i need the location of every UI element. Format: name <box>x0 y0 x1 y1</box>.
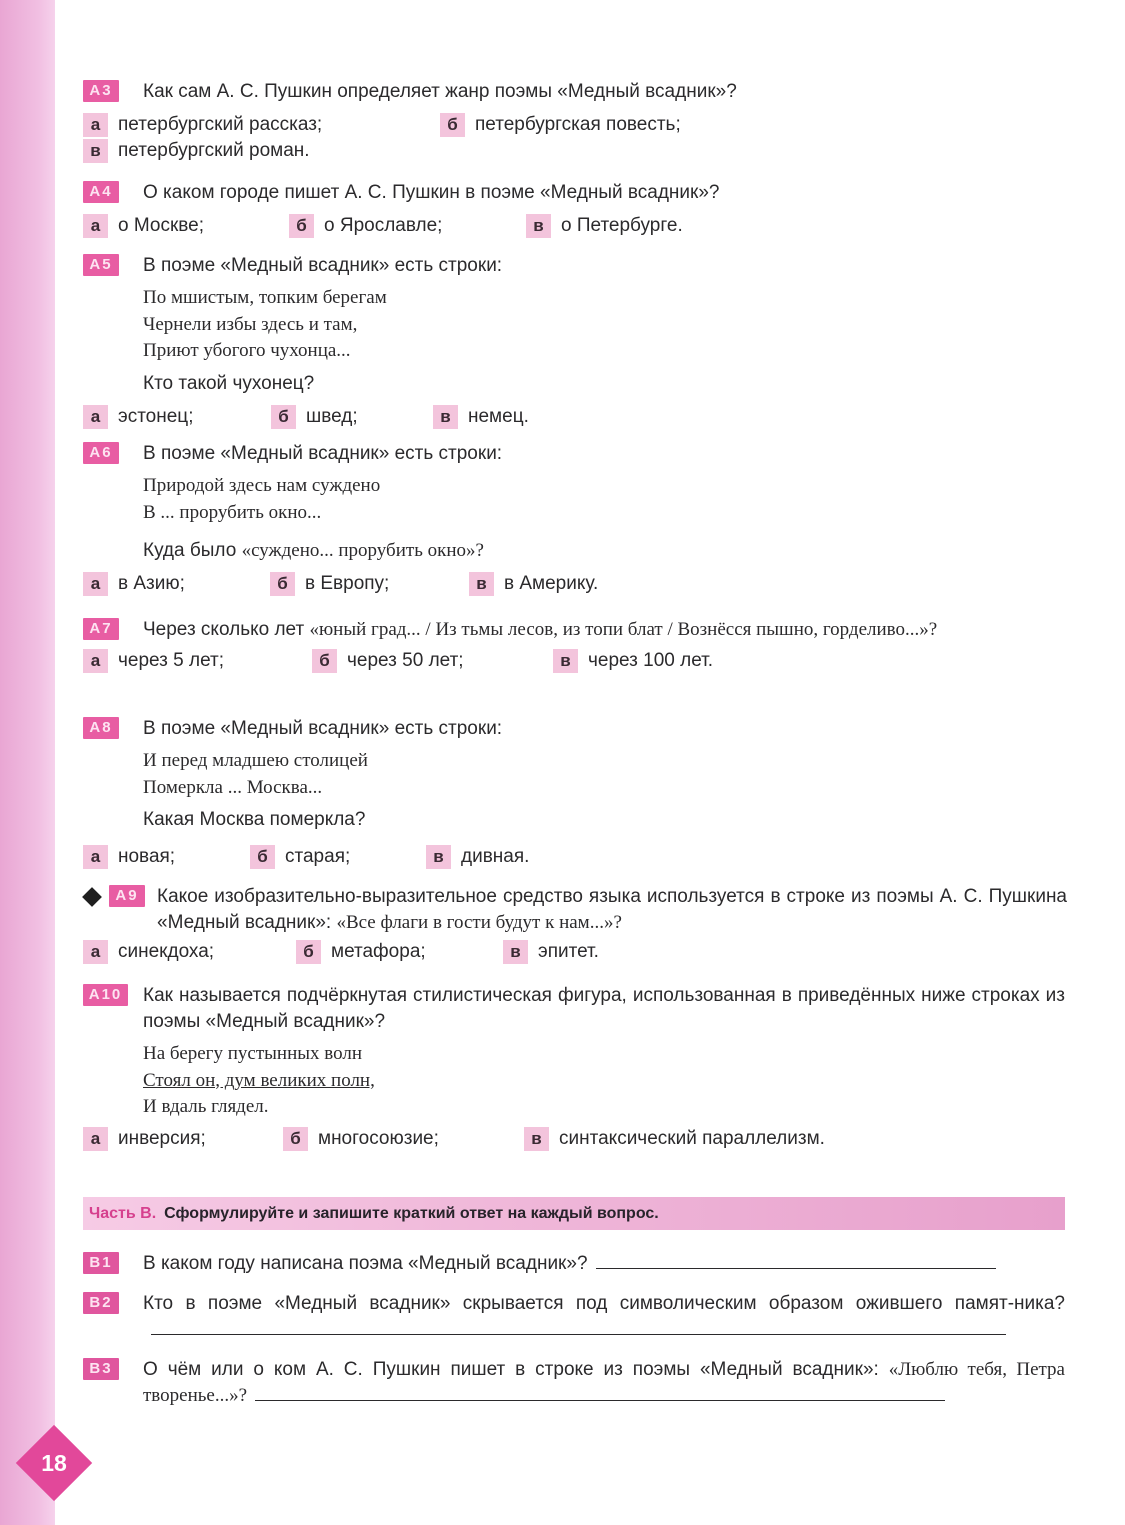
question-a8 <box>83 716 1073 873</box>
question-a7 <box>83 617 1073 677</box>
answer-option-b[interactable] <box>271 405 358 429</box>
answer-option-a[interactable] <box>83 940 214 964</box>
question-text <box>143 1291 1065 1343</box>
question-badge: В1 <box>83 1252 119 1274</box>
question-text: Как сам А. С. Пушкин определяет жанр поэмы «Медный всадник»? <box>143 81 737 102</box>
answer-letter: в <box>469 572 494 596</box>
answer-letter: б <box>283 1127 308 1151</box>
answer-letter: в <box>503 940 528 964</box>
question-quote: «юный град... / Из тьмы лесов, из топи блат / Вознёсся пышно, горделиво...»? <box>309 619 938 640</box>
answer-option-b[interactable] <box>283 1127 439 1151</box>
question-b1 <box>83 1251 1073 1277</box>
answer-text: петербургский роман. <box>118 140 310 161</box>
answer-letter: б <box>250 845 275 869</box>
answer-text: в Европу; <box>305 573 390 594</box>
answer-option-c[interactable] <box>469 572 598 596</box>
poem-line: По мшистым, топким берегам <box>143 287 387 308</box>
answer-option-c[interactable] <box>503 940 599 964</box>
answer-option-a[interactable] <box>83 845 175 869</box>
answer-letter: а <box>83 649 108 673</box>
page-number-badge <box>16 1425 92 1501</box>
question-text: Как называется подчёркнутая стилистическая фигура, использованная в приведённых ниже строках из поэмы «Медный всадник»? <box>143 985 1065 1032</box>
answer-options <box>83 214 1073 242</box>
question-a4 <box>83 180 1073 242</box>
poem-line: Природой здесь нам суждено <box>143 475 381 496</box>
question-badge: В2 <box>83 1292 119 1314</box>
sub-question <box>143 538 1073 564</box>
answer-letter: б <box>289 214 314 238</box>
answer-text: швед; <box>306 405 358 427</box>
sub-question-start: Куда было <box>143 540 242 561</box>
question-badge: А9 <box>109 885 145 907</box>
answer-letter: а <box>83 214 108 238</box>
answer-letter: в <box>83 139 108 163</box>
answer-line[interactable] <box>255 1383 945 1401</box>
poem-line: На берегу пустынных волн <box>143 1043 362 1064</box>
question-a6 <box>83 441 1073 600</box>
question-a10 <box>83 983 1073 1155</box>
answer-text: синекдоха; <box>118 941 215 962</box>
poem-line: И вдаль глядел. <box>143 1096 269 1117</box>
question-b2 <box>83 1291 1073 1343</box>
question-text-body: Кто в поэме «Медный всадник» скрывается под символическим образом ожившего памят-ника? <box>143 1293 1065 1314</box>
question-text-start: Через сколько лет <box>143 619 310 640</box>
answer-letter: а <box>83 572 108 596</box>
question-text-start: Какое изобразительно-выразительное средство языка используется в строке из поэмы А. С. Пушкина «Медный всадник»: <box>157 886 1067 933</box>
question-text <box>157 884 1067 936</box>
sub-question-quote: «суждено... прорубить окно»? <box>241 540 484 561</box>
question-a9 <box>83 884 1073 968</box>
answer-letter: в <box>524 1127 549 1151</box>
question-a5 <box>83 253 1073 433</box>
question-text: О каком городе пишет А. С. Пушкин в поэме «Медный всадник»? <box>143 182 720 203</box>
question-badge: А8 <box>83 717 119 739</box>
question-quote: «Люблю тебя, Петра творенье...»? <box>143 1359 1065 1406</box>
answer-text: петербургский рассказ; <box>118 114 323 135</box>
answer-option-a[interactable] <box>83 572 185 596</box>
answer-letter: а <box>83 940 108 964</box>
question-text <box>143 1357 1065 1409</box>
answer-options <box>83 649 1073 677</box>
part-b-instruction: Сформулируйте и запишите краткий ответ на каждый вопрос. <box>164 1204 659 1222</box>
question-badge: А6 <box>83 442 119 464</box>
answer-letter: в <box>553 649 578 673</box>
poem-line: Приют убогого чухонца... <box>143 340 351 361</box>
answer-text: через 5 лет; <box>118 650 225 671</box>
answer-option-a[interactable] <box>83 214 204 238</box>
answer-options <box>83 845 1073 873</box>
answer-letter: в <box>426 845 451 869</box>
answer-option-b[interactable] <box>250 845 350 869</box>
answer-option-b[interactable] <box>312 649 464 673</box>
answer-line[interactable] <box>596 1251 996 1269</box>
answer-option-c[interactable] <box>553 649 713 673</box>
answer-text: через 100 лет. <box>588 650 714 671</box>
answer-text: синтаксический параллелизм. <box>559 1127 825 1149</box>
question-a3 <box>83 79 1073 167</box>
answer-line[interactable] <box>151 1317 1006 1335</box>
question-text-start: О чём или о ком А. С. Пушкин пишет в строке из поэмы «Медный всадник»: <box>143 1359 889 1380</box>
part-b-label: Часть В. <box>89 1204 157 1222</box>
question-text: В поэме «Медный всадник» есть строки: <box>143 443 503 464</box>
answer-option-c[interactable] <box>526 214 683 238</box>
page-number: 18 <box>41 1449 67 1476</box>
answer-text: эпитет. <box>538 941 599 962</box>
poem-line-underlined: Стоял он, дум великих полн, <box>143 1069 375 1091</box>
answer-letter: а <box>83 1127 108 1151</box>
question-text: В поэме «Медный всадник» есть строки: <box>143 718 503 739</box>
question-text <box>143 1251 1065 1277</box>
answer-option-c[interactable] <box>426 845 529 869</box>
left-margin-strip <box>0 0 55 1525</box>
answer-letter: б <box>270 572 295 596</box>
answer-text: петербургская повесть; <box>475 114 681 135</box>
answer-letter: б <box>296 940 321 964</box>
answer-text: в Америку. <box>504 573 599 594</box>
answer-option-b[interactable] <box>296 940 426 964</box>
question-text-body: В каком году написана поэма «Медный всадник»? <box>143 1253 588 1274</box>
question-text: В поэме «Медный всадник» есть строки: <box>143 255 503 276</box>
answer-letter: а <box>83 405 108 429</box>
answer-letter: б <box>440 113 465 137</box>
answer-option-c[interactable] <box>524 1127 825 1151</box>
answer-text: старая; <box>285 846 351 867</box>
answer-text: о Петербурге. <box>561 215 683 236</box>
sub-question: Кто такой чухонец? <box>143 372 315 394</box>
answer-text: немец. <box>468 405 529 427</box>
question-b3 <box>83 1357 1073 1409</box>
poem-excerpt <box>143 748 1073 801</box>
answer-letter: в <box>526 214 551 238</box>
poem-line: Чернели избы здесь и там, <box>143 313 358 335</box>
answer-letter: в <box>433 405 458 429</box>
poem-line: В ... прорубить окно... <box>143 501 322 523</box>
answer-options <box>83 940 1073 968</box>
question-quote: «Все флаги в гости будут к нам...»? <box>336 912 622 933</box>
question-badge: А7 <box>83 618 119 640</box>
sub-question: Какая Москва померкла? <box>143 809 366 830</box>
question-badge: А5 <box>83 254 119 276</box>
answer-text: метафора; <box>331 941 426 962</box>
answer-option-b[interactable] <box>270 572 389 596</box>
question-badge: А3 <box>83 80 119 102</box>
answer-text: в Азию; <box>118 573 185 594</box>
poem-line: Померкла ... Москва... <box>143 776 323 798</box>
answer-letter: б <box>271 405 296 429</box>
answer-option-a[interactable] <box>83 113 322 137</box>
poem-excerpt <box>143 285 1073 365</box>
answer-letter: а <box>83 845 108 869</box>
answer-option-c[interactable] <box>433 405 529 429</box>
answer-text: через 50 лет; <box>347 650 464 671</box>
answer-text: инверсия; <box>118 1127 206 1149</box>
question-badge: А10 <box>83 984 128 1006</box>
poem-line: И перед младшею столицей <box>143 750 368 771</box>
answer-text: новая; <box>118 846 176 867</box>
poem-excerpt <box>143 473 1073 526</box>
answer-letter: б <box>312 649 337 673</box>
question-badge: А4 <box>83 181 119 203</box>
answer-option-a[interactable] <box>83 1127 206 1151</box>
part-b-header <box>83 1197 1065 1230</box>
question-badge: В3 <box>83 1358 119 1380</box>
answer-text: дивная. <box>461 846 530 867</box>
answer-option-a[interactable] <box>83 649 224 673</box>
answer-option-b[interactable] <box>289 214 442 238</box>
answer-option-b[interactable] <box>440 113 681 137</box>
answer-options <box>83 1127 1073 1155</box>
answer-text: о Москве; <box>118 215 204 236</box>
answer-text: о Ярославле; <box>324 215 443 236</box>
answer-options <box>83 113 1073 167</box>
poem-excerpt <box>143 1041 1073 1121</box>
answer-text: многосоюзие; <box>318 1127 439 1149</box>
answer-options <box>83 572 1073 600</box>
answer-letter: а <box>83 113 108 137</box>
answer-option-c[interactable] <box>83 139 310 163</box>
question-text <box>143 617 1065 643</box>
answer-options <box>83 405 1073 433</box>
answer-option-a[interactable] <box>83 405 193 429</box>
answer-text: эстонец; <box>118 405 194 427</box>
